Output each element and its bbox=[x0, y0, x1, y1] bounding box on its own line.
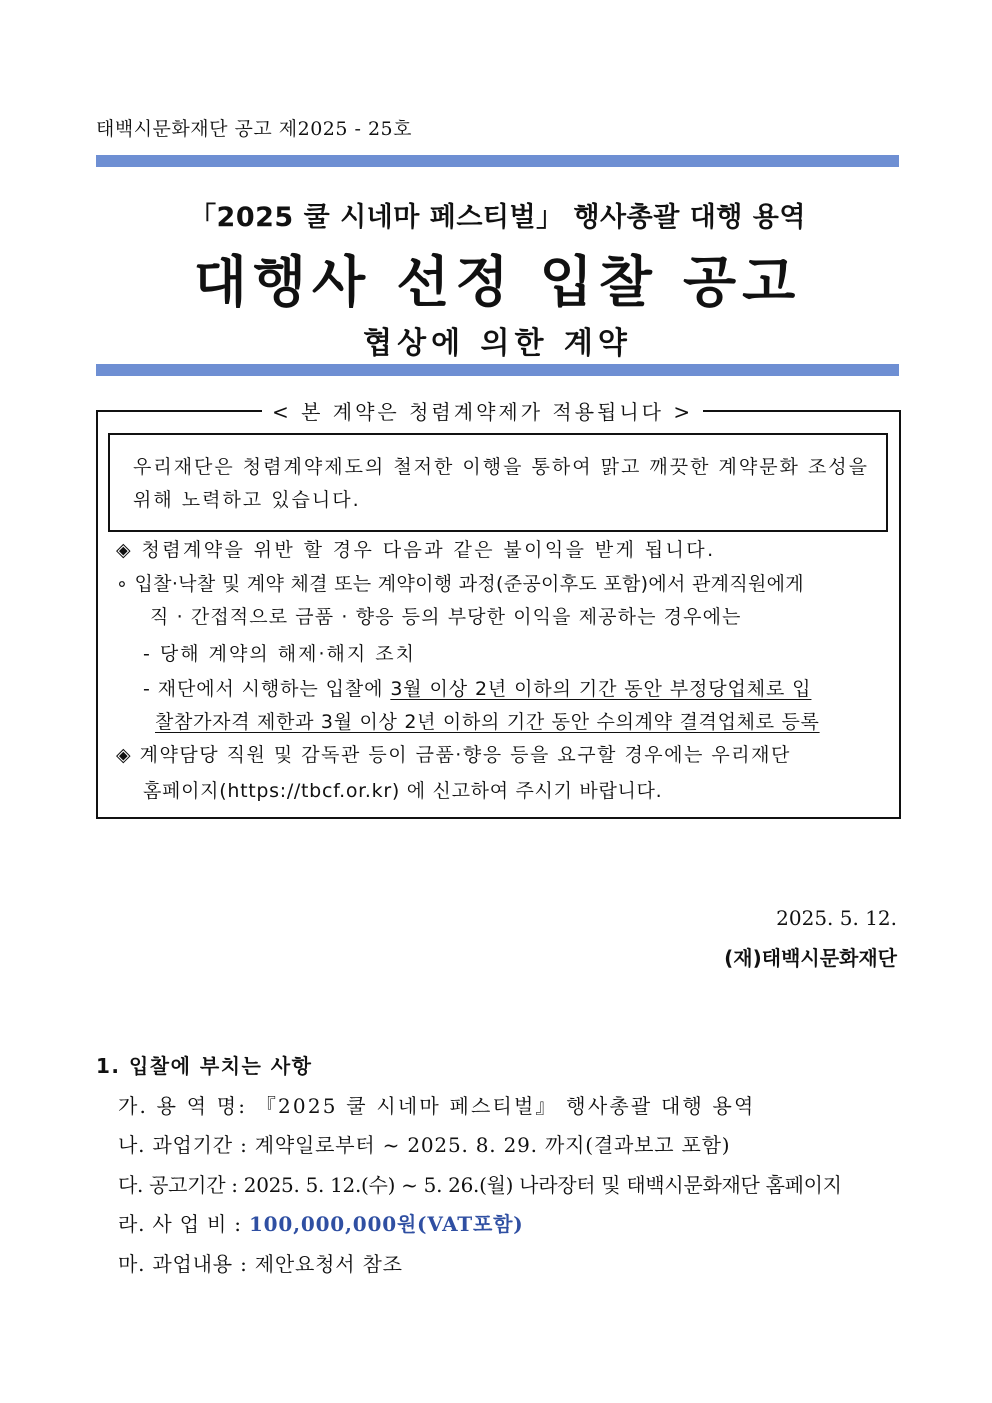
integrity-intro-text: 우리재단은 청렴계약제도의 철저한 이행을 통하여 맑고 깨끗한 계약문화 조성을 위해 노력하고 있습니다. bbox=[133, 456, 869, 511]
item-label: 가. 용 역 명: bbox=[118, 1094, 256, 1118]
item-label: 다. 공고기간 : bbox=[118, 1173, 244, 1197]
item-label: 라. 사 업 비 : bbox=[118, 1212, 249, 1236]
item-value: 『2025 쿨 시네마 페스티벌』 행사총괄 대행 용역 bbox=[255, 1094, 756, 1118]
integrity-line: ◈ 청렴계약을 위반 할 경우 다음과 같은 불이익을 받게 됩니다. bbox=[116, 539, 716, 561]
item-value: 2025. 5. 12.(수) ~ 5. 26.(월) 나라장터 및 태백시문화재단 홈페이지 bbox=[243, 1173, 842, 1197]
section-item bbox=[118, 1090, 756, 1119]
item-value: 제안요청서 참조 bbox=[254, 1252, 403, 1276]
budget-amount: 100,000,000원(VAT포함) bbox=[248, 1212, 524, 1236]
document-subtitle: 「2025 쿨 시네마 페스티벌」 행사총괄 대행 용역 bbox=[189, 202, 806, 233]
issuing-organization: (재)태백시문화재단 bbox=[724, 946, 897, 970]
item-value: 계약일로부터 ~ 2025. 8. 29. 까지(결과보고 포함) bbox=[254, 1133, 731, 1157]
notice-number: 태백시문화재단 공고 제2025 - 25호 bbox=[96, 118, 413, 140]
header-bar-top bbox=[96, 155, 899, 167]
integrity-line: 찰참가자격 제한과 3월 이상 2년 이하의 기간 동안 수의계약 결격업체로 등록 bbox=[155, 711, 820, 733]
integrity-line: ◈ 계약담당 직원 및 감독관 등이 금품·향응 등을 요구할 경우에는 우리재단 bbox=[116, 744, 791, 766]
integrity-box-title: < 본 계약은 청렴계약제가 적용됩니다 > bbox=[262, 396, 703, 425]
contract-type: 협상에 의한 계약 bbox=[363, 326, 632, 361]
section-item bbox=[118, 1169, 842, 1198]
section-item bbox=[118, 1129, 730, 1158]
integrity-line: 직 · 간접적으로 금품 · 향응 등의 부당한 이익을 제공하는 경우에는 bbox=[150, 606, 742, 628]
section-heading: 1. 입찰에 부치는 사항 bbox=[96, 1054, 313, 1078]
integrity-line-underlined: 3월 이상 2년 이하의 기간 동안 부정당업체로 입 bbox=[390, 678, 812, 700]
notice-date: 2025. 5. 12. bbox=[776, 906, 897, 930]
document-title: 대행사 선정 입찰 공고 bbox=[193, 250, 802, 314]
section-item bbox=[118, 1248, 403, 1277]
item-label: 마. 과업내용 : bbox=[118, 1252, 255, 1276]
section-item bbox=[118, 1208, 524, 1237]
integrity-line bbox=[143, 674, 811, 701]
header-bar-bottom bbox=[96, 364, 899, 376]
integrity-line: 홈페이지(https://tbcf.or.kr) 에 신고하여 주시기 바랍니다. bbox=[143, 780, 663, 802]
item-label: 나. 과업기간 : bbox=[118, 1133, 255, 1157]
integrity-line: - 당해 계약의 해제·해지 조치 bbox=[143, 643, 416, 665]
integrity-line: ∘ 입찰·낙찰 및 계약 체결 또는 계약이행 과정(준공이후도 포함)에서 관계직원에게 bbox=[116, 573, 804, 595]
integrity-line-prefix: - 재단에서 시행하는 입찰에 bbox=[143, 678, 391, 700]
